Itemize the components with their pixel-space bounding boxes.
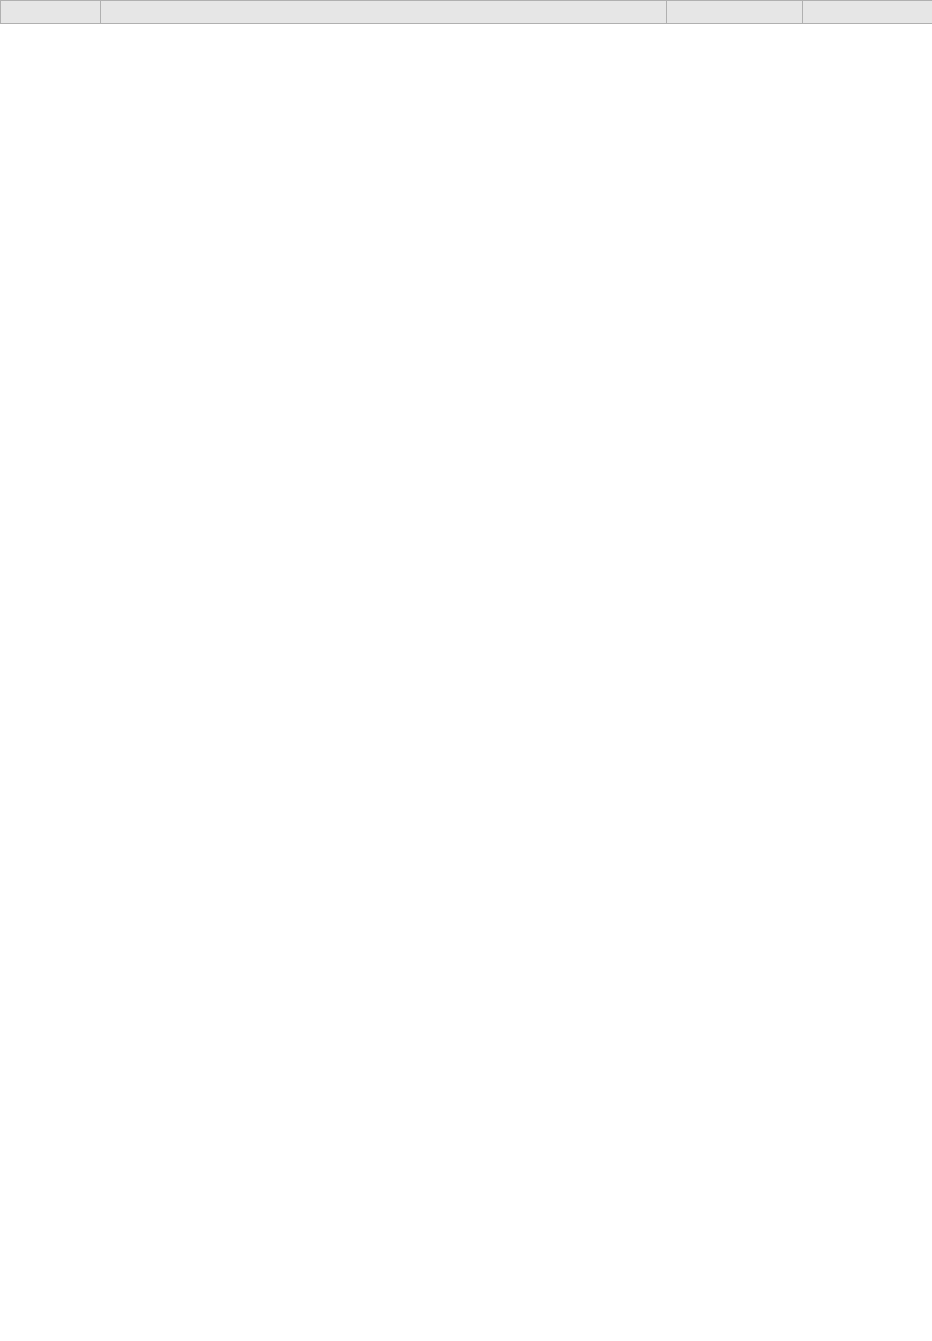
column-header-id [1, 1, 101, 24]
column-header-evidence-rating [803, 1, 932, 24]
column-header-conformance [667, 1, 803, 24]
guideline-table [0, 0, 932, 24]
table-header [1, 1, 932, 24]
guideline-page [0, 0, 932, 24]
column-header-description [101, 1, 667, 24]
